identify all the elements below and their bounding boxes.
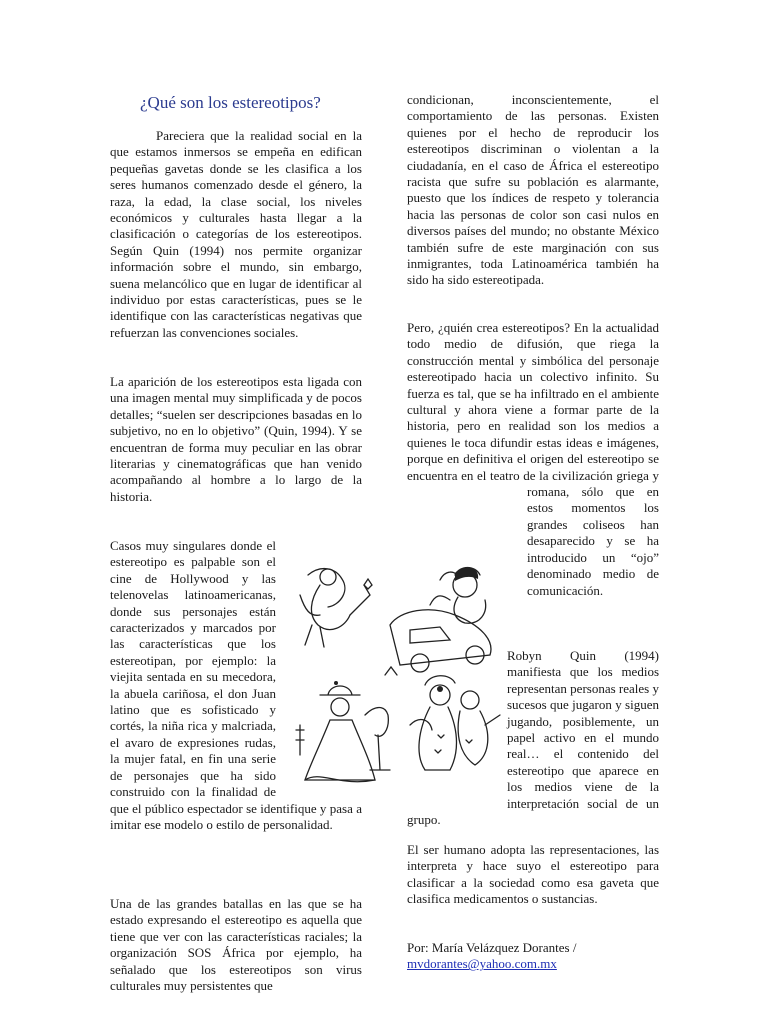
- author-line: Por: María Velázquez Dorantes /: [407, 940, 577, 955]
- paragraph-intro: Pareciera que la realidad social en la que estamos inmersos se empeña en edifican pequeñas gavetas donde se les clasifica a los seres humanos comenzado desde el género, la raza, la edad, la clase social, los niveles económicos y culturales hasta llegar a la clasificación o categorías de los estereotipos. Según Quin (1994) nos permite organizar información sobre el mundo, sin embargo, suena melancólico que en lugar de identificar al individuo por estas características, pues se le identifique con las características negativas que refuerzan las convenciones sociales.: [110, 128, 362, 340]
- paragraph-cases: Casos muy singulares donde el estereotipo es palpable son el cine de Hollywood y las telenovelas latinoamericanas, donde sus personajes están caracterizados y marcados por las características que los estereotipan, por ejemplo: la viejita sentada en su mecedora, la abuela cariñosa, el don Juan latino que es sofisticado y cortés, la niña rica y malcriada, el avaro de expresiones rudas, la mujer fatal, en fin una serie de personajes que ha sido construido con la finalidad de que el público espectador se identifique y pasa a imitar ese modelo o estilo de personalidad.: [110, 538, 362, 832]
- cartoon-drawing: [290, 555, 505, 795]
- paragraph-origin: La aparición de los estereotipos esta ligada con una imagen mental muy simplificada y de pocos detalles; “suelen ser descripciones basadas en lo subjetivo, no en lo objetivo” (Quin, 1994). Y se encuentran de forma muy peculiar en las obrar literarias y cinematográficas que han venido acompañando al hombre a lo largo de la historia.: [110, 374, 362, 504]
- paragraph-battles: Una de las grandes batallas en las que se ha estado expresando el estereotipo es aquella que tiene que ver con las características raciales; la organización SOS África por ejemplo, ha señalado que los estereotipos son virus culturales muy persistentes que: [110, 896, 362, 994]
- author-email-link[interactable]: mvdorantes@yahoo.com.mx: [407, 956, 557, 972]
- paragraph-who-creates: Pero, ¿quién crea estereotipos? En la actualidad todo medio de difusión, que riega la construcción mental y simbólica del personaje estereotipado hacia un colectivo infinito. Su fuerza es tal, que se ha infiltrado en el ambiente cultural y ahora viene a formar parte de la historia, pero en realidad son los medios a quienes le toca difundir estas ideas e imágenes, porque en definitiva el origen del estereotipo se encuentra en el teatro de la civilización griega y romana, sólo que en estos momentos los grandes coliseos han desaparecido y se ha introducido un “ojo” denominado medio de comunicación.: [407, 320, 659, 598]
- page-title: ¿Qué son los estereotipos?: [140, 93, 321, 112]
- paragraph-quin: Robyn Quin (1994) manifiesta que los medios representan personas reales y sucesos que jugaron y siguen jugando, posiblemente, un papel activo en el mundo real… el contenido del estereotipo que aparece en los medios viene de la interpretación social de un grupo.: [407, 648, 659, 828]
- paragraph-human: El ser humano adopta las representaciones, las interpreta y hace suyo el estereotipo para clasificar a la sociedad como esa gaveta que clasifica medicamentos o sustancias.: [407, 842, 659, 907]
- stereotypes-cartoon-illustration: [290, 555, 505, 795]
- paragraph-continuation: condicionan, inconscientemente, el comportamiento de las personas. Existen quienes por el hecho de reproducir los estereotipos discriminan o violentan a la ciudadanía, en el caso de África el estereotipo racista que sufre su población es alarmante, puesto que los índices de respeto y tolerancia hacia las personas de color son casi nulos en diversos países del mundo; no obstante México también sufre de este marginación con sus inmigrantes, toda Latinoamérica también ha sido ha sido estereotipada.: [407, 92, 659, 288]
